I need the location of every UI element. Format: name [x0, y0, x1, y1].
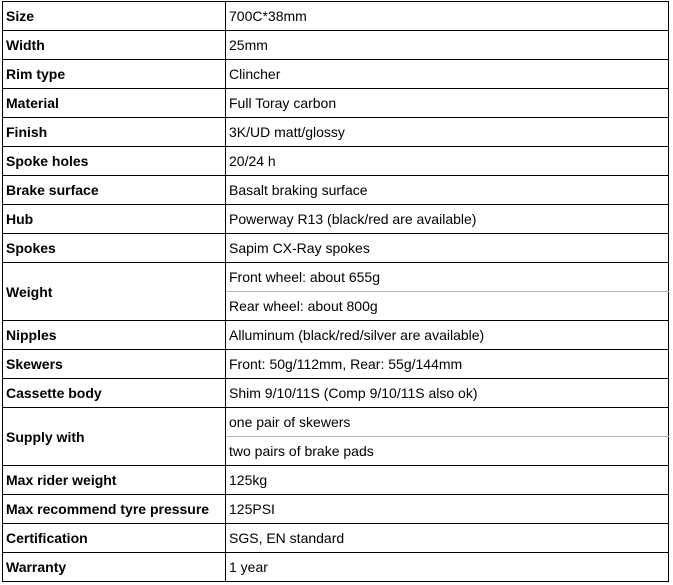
table-row [3, 408, 669, 437]
row-value-supply-skewers: one pair of skewers [226, 408, 669, 437]
row-value-cassette-body: Shim 9/10/11S (Comp 9/10/11S also ok) [226, 379, 669, 408]
row-value-weight-rear: Rear wheel: about 800g [226, 292, 669, 321]
row-label-nipples: Nipples [3, 321, 226, 350]
row-value-warranty: 1 year [226, 553, 669, 582]
row-value-spoke-holes: 20/24 h [226, 147, 669, 176]
row-label-spokes: Spokes [3, 234, 226, 263]
row-value-certification: SGS, EN standard [226, 524, 669, 553]
table-row [3, 60, 669, 89]
table-row [3, 524, 669, 553]
row-value-hub: Powerway R13 (black/red are available) [226, 205, 669, 234]
row-value-weight-front: Front wheel: about 655g [226, 263, 669, 292]
table-row [3, 89, 669, 118]
row-label-supply-with: Supply with [3, 408, 226, 466]
table-row [3, 350, 669, 379]
table-row [3, 31, 669, 60]
row-label-width: Width [3, 31, 226, 60]
row-label-material: Material [3, 89, 226, 118]
row-label-certification: Certification [3, 524, 226, 553]
row-label-brake-surface: Brake surface [3, 176, 226, 205]
row-label-warranty: Warranty [3, 553, 226, 582]
row-value-brake-surface: Basalt braking surface [226, 176, 669, 205]
table-row [3, 205, 669, 234]
row-value-nipples: Alluminum (black/red/silver are available) [226, 321, 669, 350]
row-value-material: Full Toray carbon [226, 89, 669, 118]
row-label-spoke-holes: Spoke holes [3, 147, 226, 176]
table-row [3, 234, 669, 263]
row-value-spokes: Sapim CX-Ray spokes [226, 234, 669, 263]
row-value-finish: 3K/UD matt/glossy [226, 118, 669, 147]
row-label-size: Size [3, 2, 226, 31]
table-row [3, 379, 669, 408]
row-label-max-rider-weight: Max rider weight [3, 466, 226, 495]
row-label-cassette-body: Cassette body [3, 379, 226, 408]
row-label-hub: Hub [3, 205, 226, 234]
row-value-rim-type: Clincher [226, 60, 669, 89]
table-row [3, 466, 669, 495]
table-row [3, 176, 669, 205]
table-row [3, 147, 669, 176]
row-value-max-rider-weight: 125kg [226, 466, 669, 495]
table-row [3, 118, 669, 147]
row-value-supply-brake-pads: two pairs of brake pads [226, 437, 669, 466]
table-row [3, 553, 669, 582]
row-label-skewers: Skewers [3, 350, 226, 379]
table-row [3, 263, 669, 292]
row-value-skewers: Front: 50g/112mm, Rear: 55g/144mm [226, 350, 669, 379]
table-row [3, 495, 669, 524]
row-value-size: 700C*38mm [226, 2, 669, 31]
row-value-max-tyre-pressure: 125PSI [226, 495, 669, 524]
row-value-width: 25mm [226, 31, 669, 60]
row-label-max-tyre-pressure: Max recommend tyre pressure [3, 495, 226, 524]
row-label-rim-type: Rim type [3, 60, 226, 89]
table-row [3, 321, 669, 350]
table-row [3, 2, 669, 31]
spec-table [2, 1, 669, 582]
row-label-weight: Weight [3, 263, 226, 321]
row-label-finish: Finish [3, 118, 226, 147]
